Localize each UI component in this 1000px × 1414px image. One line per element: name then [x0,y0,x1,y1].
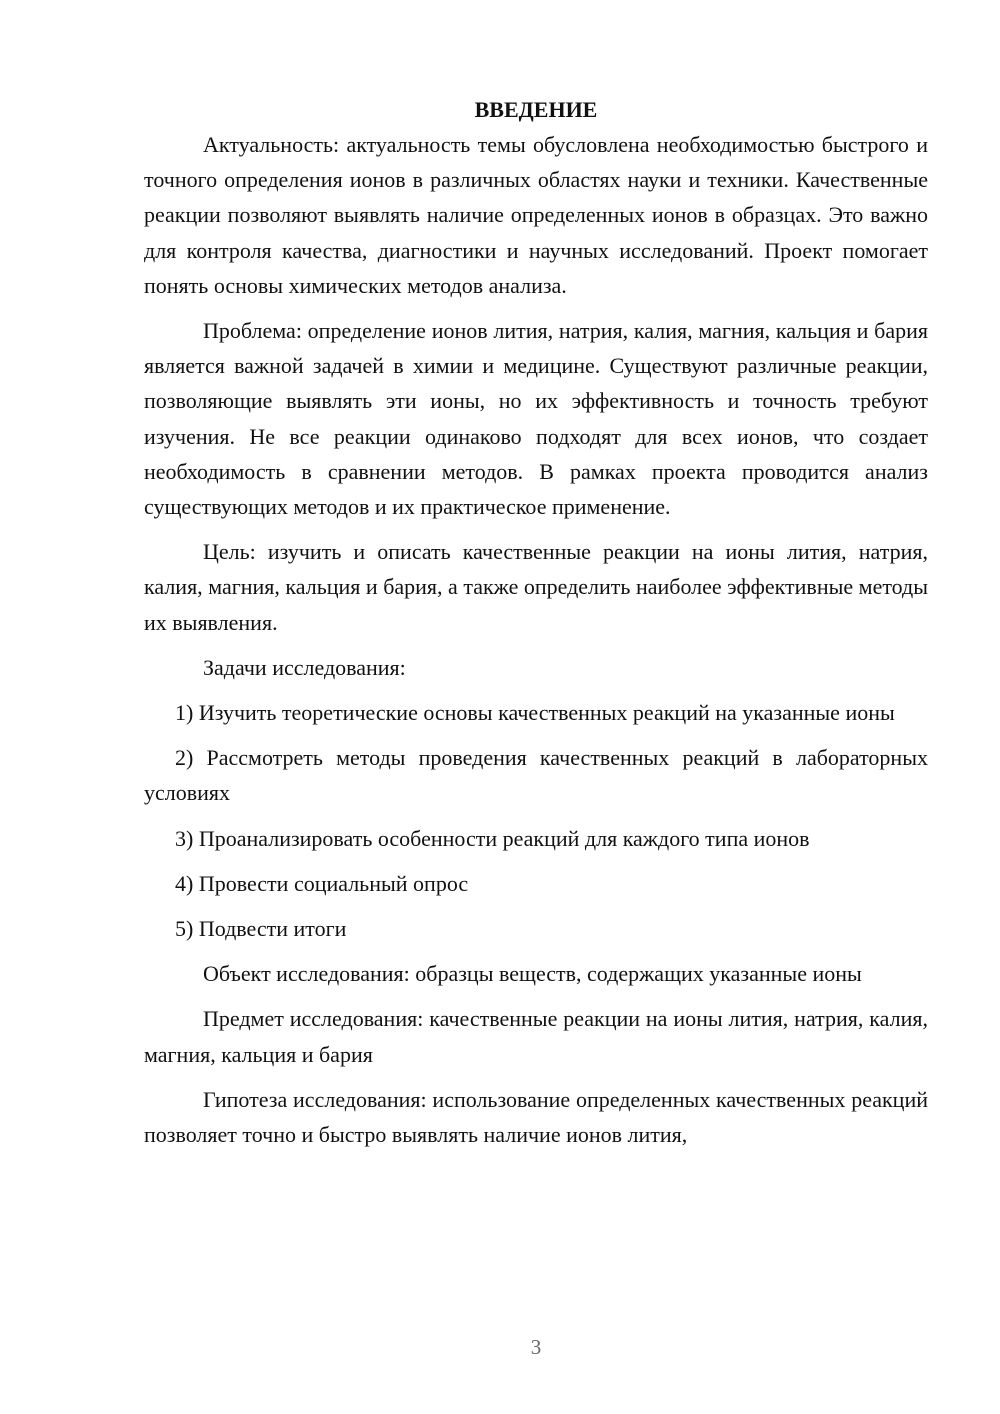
object-paragraph: Объект исследования: образцы веществ, содержащих указанные ионы [203,961,862,987]
problem-paragraph: Проблема: определение ионов лития, натрия, калия, магния, кальция и бария является важной задачей в химии и медицине. Существуют различные реакции, позволяющие выявлять эти ионы, но их эффективность и точность требуют изучения. Не все реакции одинаково подходят для всех ионов, что создает необходимость в сравнении методов. В рамках проекта проводится анализ существующих методов и их практическое применение. [144,318,928,520]
page-number: 3 [530,1335,542,1359]
hypothesis-paragraph: Гипотеза исследования: использование определенных качественных реакций позволяет точно и быстро выявлять наличие ионов лития, [144,1086,928,1148]
goal-paragraph: Цель: изучить и описать качественные реакции на ионы лития, натрия, калия, магния, кальция и бария, а также определить наиболее эффективные методы их выявления. [144,539,928,635]
task-item-1: 1) Изучить теоретические основы качественных реакций на указанные ионы [175,700,895,726]
task-item-2: 2) Рассмотреть методы проведения качественных реакций в лабораторных условиях [144,745,928,806]
relevance-paragraph: Актуальность: актуальность темы обусловлена необходимостью быстрого и точного определения ионов в различных областях науки и техники. Качественные реакции позволяют выявлять наличие определенных ионов в образцах. Это важно для контроля качества, диагностики и научных исследований. Проект помогает понять основы химических методов анализа. [144,132,928,298]
tasks-heading: Задачи исследования: [203,654,406,680]
task-item-3: 3) Проанализировать особенности реакций для каждого типа ионов [175,825,810,851]
task-item-4: 4) Провести социальный опрос [175,870,469,896]
document-page [144,92,928,1162]
task-item-5: 5) Подвести итоги [175,916,347,942]
subject-paragraph: Предмет исследования: качественные реакции на ионы лития, натрия, калия, магния, кальция и бария [144,1006,928,1067]
page-title: ВВЕДЕНИЕ [474,97,598,122]
